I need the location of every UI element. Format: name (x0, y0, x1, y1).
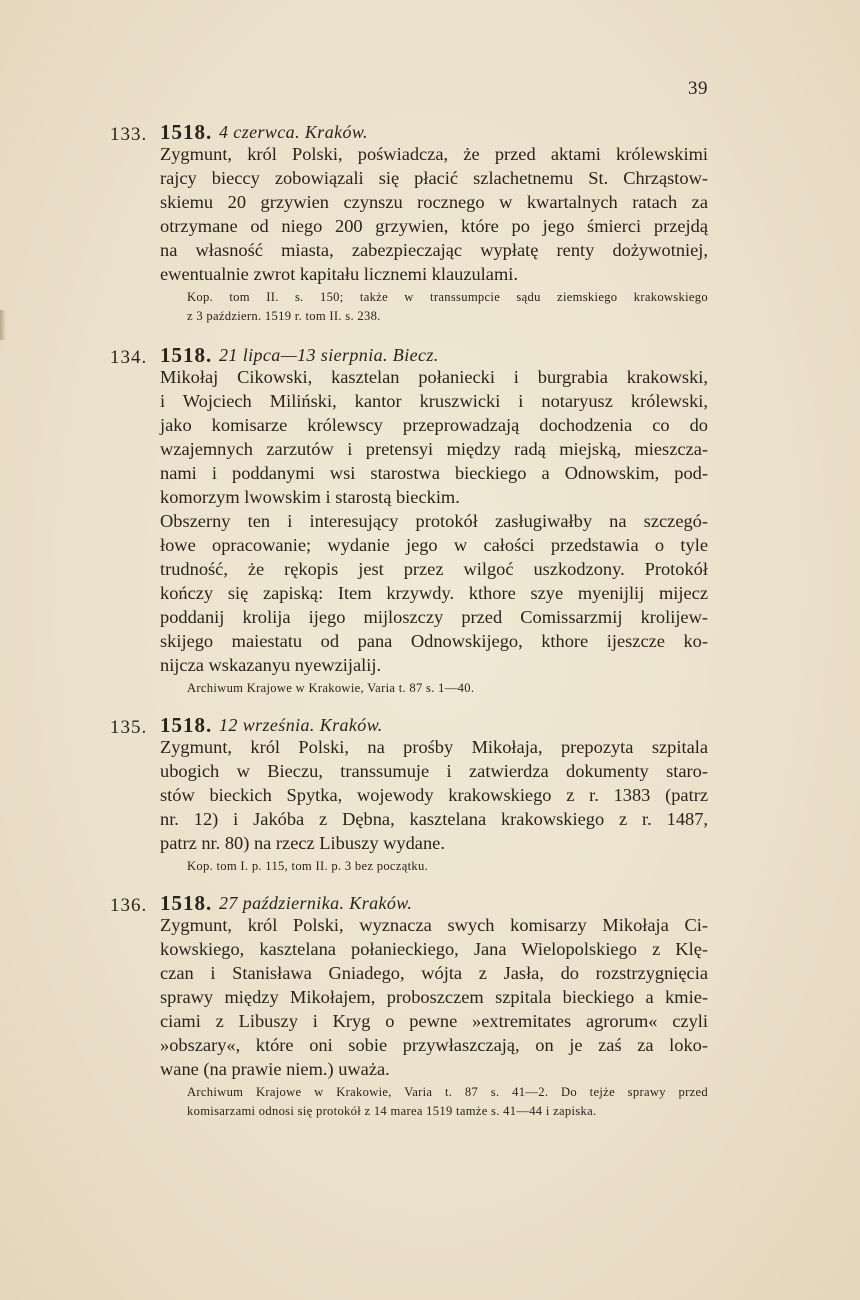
entry-text-line: Zygmunt, król Polski, poświadcza, że przed aktami królewskimi (160, 144, 708, 164)
entry-text-line: ciami z Libuszy i Kryg o pewne »extremitates agrorum« czyli (160, 1011, 708, 1031)
entry-text-line: stów bieckich Spytka, wojewody krakowskiego z r. 1383 (patrz (160, 785, 708, 805)
source-note: Archiwum Krajowe w Krakowie, Varia t. 87 s. 1—40. (187, 681, 475, 695)
entry-text-line: patrz nr. 80) na rzecz Libuszy wydane. (160, 833, 445, 853)
entry-text-line: trudność, że rękopis jest przez wilgoć uszkodzony. Protokół (160, 559, 708, 579)
entry-number: 133. (110, 124, 148, 145)
page-edge-mark (0, 310, 6, 340)
entry-date-place: 27 października. Kraków. (219, 893, 413, 913)
entry-text-line: skiemu 20 grzywien czynszu rocznego w kwartalnych ratach za (160, 192, 708, 212)
entry-year: 1518. (160, 891, 213, 915)
source-note: z 3 październ. 1519 r. tom II. s. 238. (187, 309, 381, 323)
entry-date-place: 4 czerwca. Kraków. (219, 122, 368, 142)
entry-text-line: czan i Stanisława Gniadego, wójta z Jasła, do rozstrzygnięcia (160, 963, 708, 983)
entry-text-line: ubogich w Bieczu, transsumuje i zatwierdza dokumenty staro- (160, 761, 708, 781)
page-number: 39 (688, 78, 708, 99)
entry-year: 1518. (160, 713, 213, 737)
entry-text-line: poddanij krolija ijego mijloszczy przed Comissarzmij krolijew- (160, 607, 708, 627)
entry-text-line: wzajemnych zarzutów i pretensyi między radą miejską, mieszcza- (160, 439, 708, 459)
entry-text-line: kowskiego, kasztelana połanieckiego, Jana Wielopolskiego z Klę- (160, 939, 708, 959)
entry-text-line: rajcy bieccy zobowiązali się płacić szlachetnemu St. Chrząstow- (160, 168, 708, 188)
entry-text-line: nami i poddanymi wsi starostwa bieckiego a Odnowskim, pod- (160, 463, 708, 483)
entry-number: 136. (110, 895, 148, 916)
entry-133 (0, 120, 860, 323)
entry-text-line: otrzymane od niego 200 grzywien, które po jego śmierci przejdą (160, 216, 708, 236)
entry-text-line: skijego maiestatu od pana Odnowskijego, kthore ijeszcze ko- (160, 631, 708, 651)
entry-date-place: 12 września. Kraków. (219, 715, 383, 735)
entry-text-line: komorzym lwowskim i starostą bieckim. (160, 487, 460, 507)
source-note: komisarzami odnosi się protokół z 14 marea 1519 tamże s. 41—44 i zapiska. (187, 1104, 597, 1118)
entry-text-line: Mikołaj Cikowski, kasztelan połaniecki i burgrabia krakowski, (160, 367, 708, 387)
entry-text-line: łowe opracowanie; wydanie jego w całości przedstawia o tyle (160, 535, 708, 555)
entry-text-line: wane (na prawie niem.) uważa. (160, 1059, 390, 1079)
entry-year: 1518. (160, 343, 213, 367)
entry-135 (0, 713, 860, 873)
entry-text-line: nijcza wskazanyu nyewzijalij. (160, 655, 382, 675)
entry-text-line: sprawy między Mikołajem, proboszczem szpitala bieckiego a kmie- (160, 987, 708, 1007)
source-note: Archiwum Krajowe w Krakowie, Varia t. 87 s. 41—2. Do tejże sprawy przed (187, 1085, 708, 1099)
entry-text-line: »obszary«, które oni sobie przywłaszczają, on je zaś za loko- (160, 1035, 708, 1055)
entry-number: 134. (110, 347, 148, 368)
entry-text-line: na własność miasta, zabezpieczając wypłatę renty dożywotniej, (160, 240, 708, 260)
entry-text-line: ewentualnie zwrot kapitału licznemi klauzulami. (160, 264, 518, 284)
entry-text-line: i Wojciech Miliński, kantor kruszwicki i notaryusz królewski, (160, 391, 708, 411)
source-note: Kop. tom II. s. 150; także w transsumpcie sądu ziemskiego krakowskiego (187, 290, 708, 304)
entry-text-line: jako komisarze królewscy przeprowadzają dochodzenia co do (160, 415, 708, 435)
entry-136 (0, 891, 860, 1118)
entry-year: 1518. (160, 120, 213, 144)
entry-text-line: kończy się zapiską: Item krzywdy. kthore szye myenijlij mijecz (160, 583, 708, 603)
entry-number: 135. (110, 717, 148, 738)
entry-text-line: Zygmunt, król Polski, na prośby Mikołaja, prepozyta szpitala (160, 737, 708, 757)
entry-text-line: Zygmunt, król Polski, wyznacza swych komisarzy Mikołaja Ci- (160, 915, 708, 935)
entry-date-place: 21 lipca—13 sierpnia. Biecz. (219, 345, 439, 365)
entry-text-line: Obszerny ten i interesujący protokół zasługiwałby na szczegó- (160, 511, 708, 531)
entry-text-line: nr. 12) i Jakóba z Dębna, kasztelana krakowskiego z r. 1487, (160, 809, 708, 829)
source-note: Kop. tom I. p. 115, tom II. p. 3 bez początku. (187, 859, 429, 873)
entry-134 (0, 343, 860, 695)
